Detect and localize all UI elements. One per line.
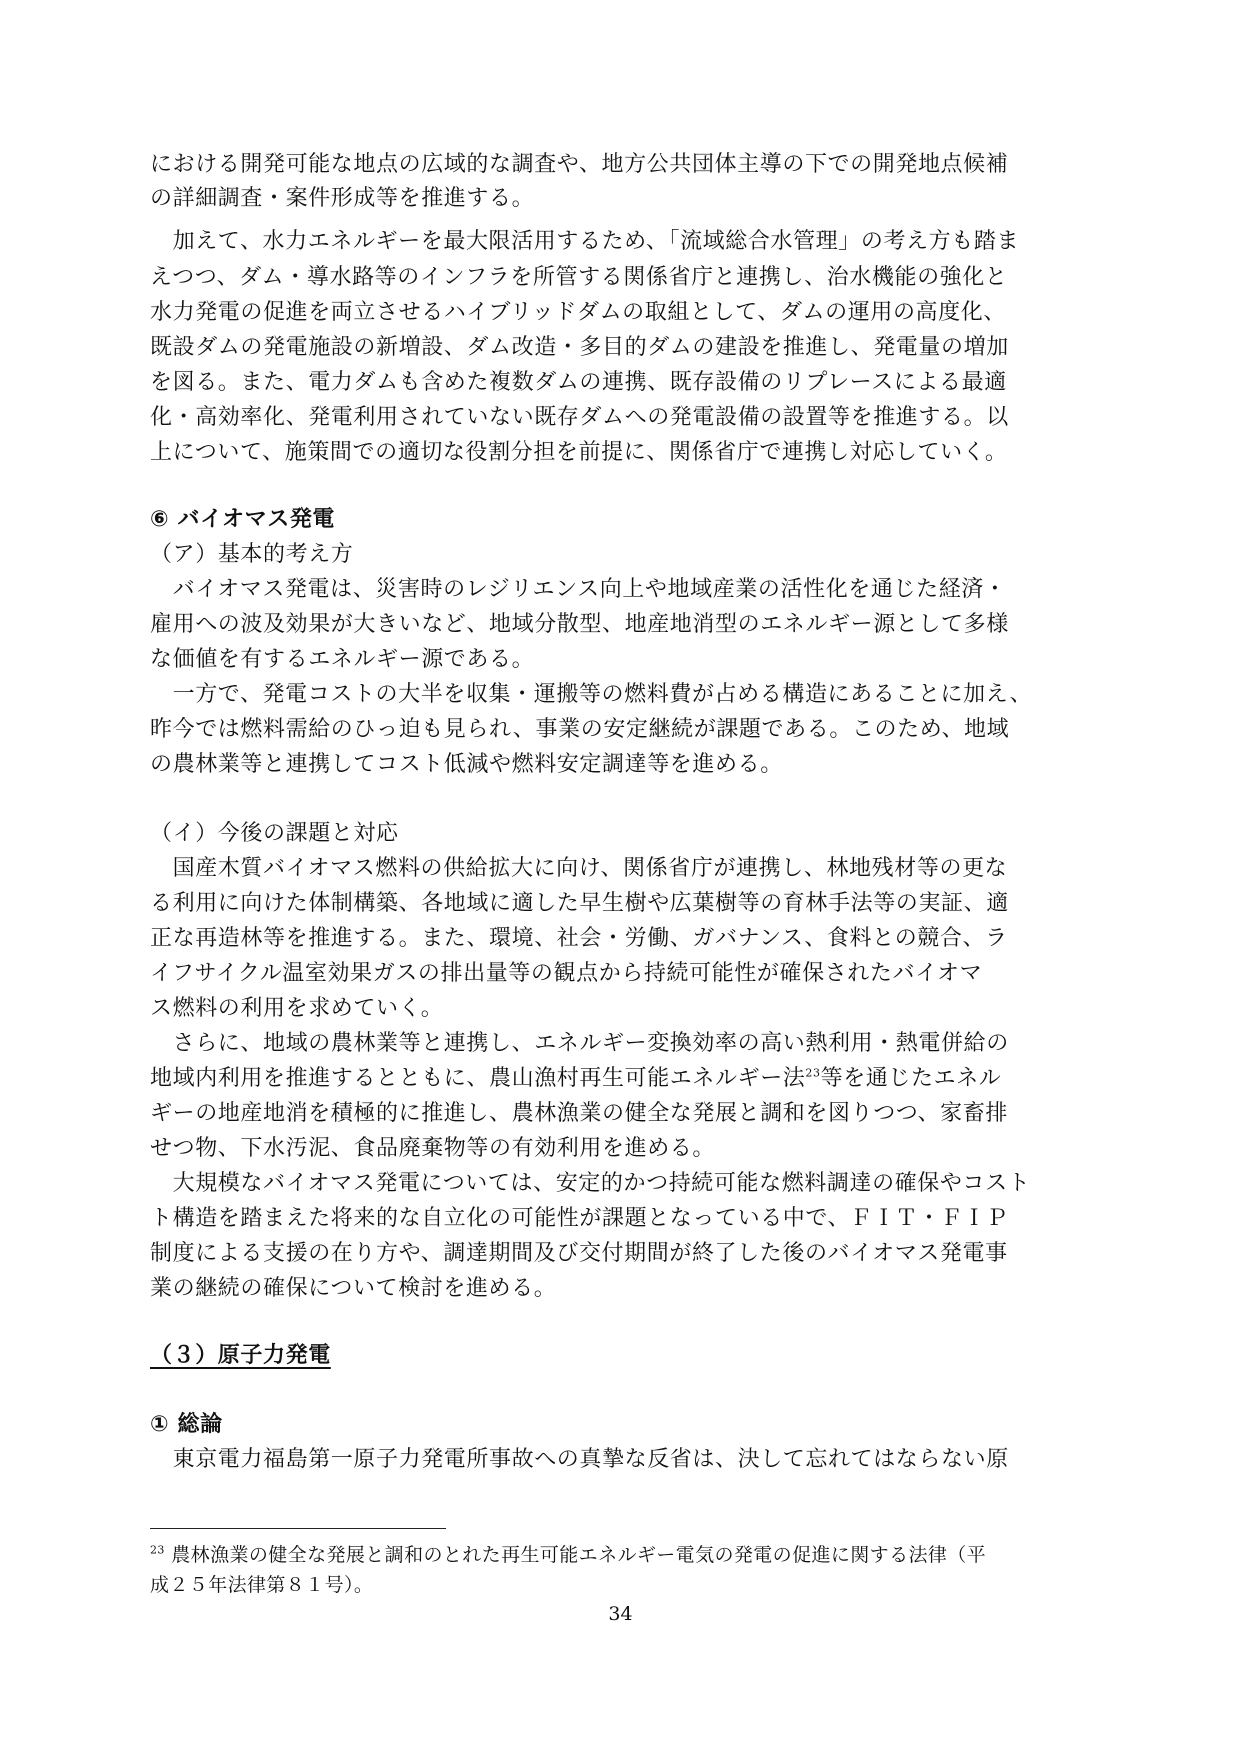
body-line: 既設ダムの発電施設の新増設、ダム改造・多目的ダムの建設を推進し、発電量の増加 (150, 335, 1009, 360)
subheading-general: ① 総論 (150, 1412, 223, 1437)
body-line: バイオマス発電は、災害時のレジリエンス向上や地域産業の活性化を通じた経済・ (150, 577, 1007, 602)
body-line: 制度による支援の在り方や、調達期間及び交付期間が終了した後のバイオマス発電事 (150, 1241, 1008, 1266)
body-line: 上について、施策間での適切な役割分担を前提に、関係省庁で連携し対応していく。 (150, 440, 1008, 465)
body-line: ス燃料の利用を求めていく。 (150, 996, 444, 1021)
body-line: の詳細調査・案件形成等を推進する。 (150, 186, 535, 211)
footnote-text: 農林漁業の健全な発展と調和のとれた再生可能エネルギー電気の発電の促進に関する法律（平 (171, 1544, 987, 1566)
body-line: 水力発電の促進を両立させるハイブリッドダムの取組として、ダムの運用の高度化、 (150, 300, 1006, 325)
body-line: な価値を有するエネルギー源である。 (150, 647, 535, 672)
body-line: ト構造を踏まえた将来的な自立化の可能性が課題となっている中で、ＦＩＴ・ＦＩＰ (150, 1206, 1009, 1231)
body-line: イフサイクル温室効果ガスの排出量等の観点から持続可能性が確保されたバイオマ (150, 961, 983, 986)
body-line: の農林業等と連携してコスト低減や燃料安定調達等を進める。 (150, 752, 783, 777)
section-heading-biomass: ⑥ バイオマス発電 (150, 507, 336, 532)
body-line: 一方で、発電コストの大半を収集・運搬等の燃料費が占める構造にあることに加え、 (150, 682, 1033, 707)
footnote-reference[interactable]: 23 (805, 1066, 821, 1080)
page-number: 34 (608, 1603, 633, 1625)
body-line: 国産木質バイオマス燃料の供給拡大に向け、関係省庁が連携し、林地残材等の更な (150, 856, 1008, 881)
body-line: を図る。また、電力ダムも含めた複数ダムの連携、既存設備のリプレースによる最適 (150, 370, 1007, 395)
body-line: 雇用への波及効果が大きいなど、地域分散型、地産地消型のエネルギー源として多様 (150, 612, 1009, 637)
body-line: 東京電力福島第一原子力発電所事故への真摯な反省は、決して忘れてはならない原 (150, 1447, 1009, 1472)
footnote-mark: 23 (150, 1543, 165, 1557)
body-line: 業の継続の確保について検討を進める。 (150, 1276, 557, 1301)
text-before-footnote: 地域内利用を推進するとともに、農山漁村再生可能エネルギー法 (150, 1066, 806, 1091)
section-heading-nuclear-text: （３）原子力発電 (150, 1343, 331, 1368)
body-line: ギーの地産地消を積極的に推進し、農林漁業の健全な発展と調和を図りつつ、家畜排 (150, 1101, 1008, 1126)
section-heading-nuclear (150, 1339, 1090, 1373)
footnote-divider (150, 1528, 446, 1529)
body-line: る利用に向けた体制構築、各地域に適した早生樹や広葉樹等の育林手法等の実証、適 (150, 891, 1009, 916)
subheading-basic-approach: （ア）基本的考え方 (150, 542, 354, 567)
body-line: えつつ、ダム・導水路等のインフラを所管する関係省庁と連携し、治水機能の強化と (150, 265, 1008, 290)
body-line: 昨今では燃料需給のひっ迫も見られ、事業の安定継続が課題である。このため、地域 (150, 717, 1010, 742)
body-line: 化・高効率化、発電利用されていない既存ダムへの発電設備の設置等を推進する。以 (150, 405, 1009, 430)
body-line: 正な再造林等を推進する。また、環境、社会・労働、ガバナンス、食料との競合、ラ (150, 926, 1008, 951)
body-line: 加えて、水力エネルギーを最大限活用するため、「流域総合水管理」の考え方も踏ま (150, 229, 1020, 254)
body-line: における開発可能な地点の広域的な調査や、地方公共団体主導の下での開発地点候補 (150, 152, 1009, 177)
footnote-line (150, 1540, 1090, 1570)
subheading-issues-response: （イ）今後の課題と対応 (150, 821, 399, 846)
body-line: せつ物、下水汚泥、食品廃棄物等の有効利用を進める。 (150, 1136, 716, 1161)
text-after-footnote: 等を通じたエネル (820, 1066, 1002, 1091)
body-line: 大規模なバイオマス発電については、安定的かつ持続可能な燃料調達の確保やコスト (150, 1171, 1031, 1196)
body-line-with-footnote (150, 1062, 1090, 1096)
body-line: さらに、地域の農林業等と連携し、エネルギー変換効率の高い熱利用・熱電併給の (150, 1031, 1009, 1056)
footnote-line: 成２５年法律第８１号）。 (150, 1574, 374, 1596)
